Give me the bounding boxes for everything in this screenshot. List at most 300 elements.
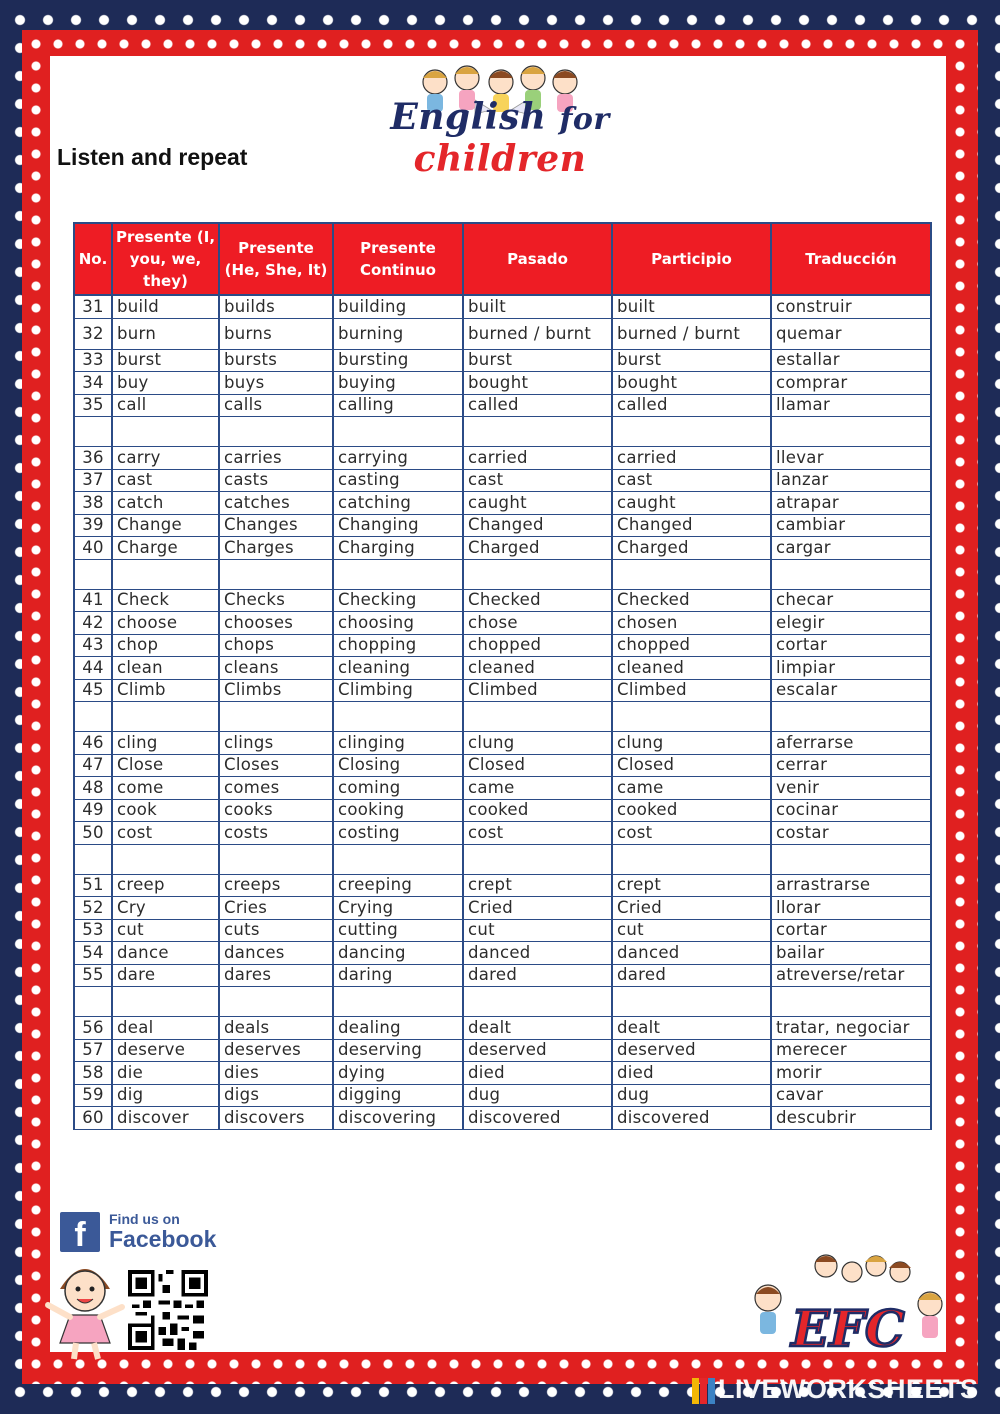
empty-cell — [771, 987, 931, 1017]
empty-cell — [112, 417, 219, 447]
table-cell: atrapar — [771, 492, 931, 515]
verb-number: 32 — [74, 318, 112, 349]
empty-cell — [771, 702, 931, 732]
efc-logo-text: EFC — [791, 1299, 905, 1358]
girl-illustration — [40, 1255, 130, 1365]
table-cell: deserves — [219, 1039, 333, 1062]
empty-cell — [612, 987, 771, 1017]
verb-number: 38 — [74, 492, 112, 515]
verb-number: 59 — [74, 1084, 112, 1107]
empty-cell — [219, 559, 333, 589]
table-cell: Closing — [333, 754, 463, 777]
table-cell: chosen — [612, 612, 771, 635]
table-cell: costs — [219, 822, 333, 845]
empty-cell — [612, 844, 771, 874]
table-row — [74, 372, 931, 395]
table-cell: discovered — [612, 1107, 771, 1130]
table-cell: bailar — [771, 942, 931, 965]
table-cell: died — [612, 1062, 771, 1085]
table-cell: Checking — [333, 589, 463, 612]
table-cell: cavar — [771, 1084, 931, 1107]
table-cell: Cried — [463, 897, 612, 920]
table-row — [74, 492, 931, 515]
table-cell: creeping — [333, 874, 463, 897]
table-cell: chopping — [333, 634, 463, 657]
table-cell: cooks — [219, 799, 333, 822]
table-cell: bursting — [333, 349, 463, 372]
empty-cell — [74, 559, 112, 589]
verb-number: 53 — [74, 919, 112, 942]
table-cell: dances — [219, 942, 333, 965]
verbs-table — [73, 222, 932, 1130]
efc-logo — [748, 1250, 948, 1358]
empty-cell — [612, 417, 771, 447]
verb-number: 58 — [74, 1062, 112, 1085]
table-cell: chops — [219, 634, 333, 657]
table-cell: cleans — [219, 657, 333, 680]
table-cell: burned / burnt — [463, 318, 612, 349]
table-cell: elegir — [771, 612, 931, 635]
table-cell: lanzar — [771, 469, 931, 492]
table-cell: chooses — [219, 612, 333, 635]
table-cell: llamar — [771, 394, 931, 417]
table-cell: discovering — [333, 1107, 463, 1130]
table-cell: estallar — [771, 349, 931, 372]
column-header: Pasado — [463, 223, 612, 295]
table-cell: limpiar — [771, 657, 931, 680]
verb-number: 41 — [74, 589, 112, 612]
table-cell: costar — [771, 822, 931, 845]
table-cell: arrastrarse — [771, 874, 931, 897]
table-cell: Cried — [612, 897, 771, 920]
table-cell: Changes — [219, 514, 333, 537]
table-row — [74, 657, 931, 680]
table-cell: cut — [463, 919, 612, 942]
table-cell: dealt — [612, 1017, 771, 1040]
table-cell: casts — [219, 469, 333, 492]
table-cell: caught — [463, 492, 612, 515]
table-cell: comprar — [771, 372, 931, 395]
table-cell: dealing — [333, 1017, 463, 1040]
table-row — [74, 514, 931, 537]
empty-cell — [112, 987, 219, 1017]
table-cell: bursts — [219, 349, 333, 372]
table-cell: calling — [333, 394, 463, 417]
empty-cell — [333, 844, 463, 874]
table-cell: Changed — [463, 514, 612, 537]
table-row — [74, 469, 931, 492]
table-cell: carries — [219, 447, 333, 470]
table-cell: burst — [463, 349, 612, 372]
table-row — [74, 394, 931, 417]
table-cell: deals — [219, 1017, 333, 1040]
table-cell: Climbed — [612, 679, 771, 702]
table-cell: digging — [333, 1084, 463, 1107]
empty-cell — [333, 987, 463, 1017]
facebook-icon: f — [60, 1212, 100, 1252]
verb-number: 37 — [74, 469, 112, 492]
logo-word-for: for — [559, 102, 610, 137]
verb-number: 48 — [74, 777, 112, 800]
verbs-table-container — [73, 222, 930, 1130]
table-cell: came — [463, 777, 612, 800]
verb-number: 56 — [74, 1017, 112, 1040]
table-cell: Charges — [219, 537, 333, 560]
table-cell: buying — [333, 372, 463, 395]
empty-cell — [219, 987, 333, 1017]
table-row — [74, 634, 931, 657]
table-cell: Charging — [333, 537, 463, 560]
table-cell: digs — [219, 1084, 333, 1107]
table-cell: comes — [219, 777, 333, 800]
table-cell: burned / burnt — [612, 318, 771, 349]
site-logo-title — [310, 96, 690, 180]
table-row — [74, 1039, 931, 1062]
empty-cell — [333, 417, 463, 447]
table-cell: calls — [219, 394, 333, 417]
table-cell: cortar — [771, 634, 931, 657]
table-cell: cambiar — [771, 514, 931, 537]
verb-number: 42 — [74, 612, 112, 635]
table-cell: cargar — [771, 537, 931, 560]
table-cell: come — [112, 777, 219, 800]
table-cell: danced — [612, 942, 771, 965]
table-cell: Charge — [112, 537, 219, 560]
table-cell: Closes — [219, 754, 333, 777]
table-cell: Cry — [112, 897, 219, 920]
verb-number: 52 — [74, 897, 112, 920]
table-cell: creep — [112, 874, 219, 897]
table-cell: cast — [112, 469, 219, 492]
table-cell: deserved — [612, 1039, 771, 1062]
table-cell: Checked — [612, 589, 771, 612]
table-cell: deserved — [463, 1039, 612, 1062]
table-cell: bought — [463, 372, 612, 395]
verb-number: 31 — [74, 295, 112, 318]
spacer-row — [74, 987, 931, 1017]
table-cell: dared — [463, 964, 612, 987]
table-cell: costing — [333, 822, 463, 845]
table-cell: cut — [612, 919, 771, 942]
table-cell: quemar — [771, 318, 931, 349]
table-cell: dug — [463, 1084, 612, 1107]
table-cell: aferrarse — [771, 732, 931, 755]
table-row — [74, 447, 931, 470]
column-header: Participio — [612, 223, 771, 295]
table-cell: built — [612, 295, 771, 318]
empty-cell — [463, 559, 612, 589]
table-cell: danced — [463, 942, 612, 965]
verb-number: 54 — [74, 942, 112, 965]
table-cell: Charged — [612, 537, 771, 560]
table-cell: buys — [219, 372, 333, 395]
table-cell: dare — [112, 964, 219, 987]
table-cell: crept — [463, 874, 612, 897]
table-cell: dared — [612, 964, 771, 987]
table-cell: Climbed — [463, 679, 612, 702]
verb-number: 35 — [74, 394, 112, 417]
empty-cell — [463, 844, 612, 874]
empty-cell — [74, 987, 112, 1017]
table-cell: carried — [612, 447, 771, 470]
instruction-heading: Listen and repeat — [57, 144, 248, 170]
table-row — [74, 1062, 931, 1085]
table-cell: caught — [612, 492, 771, 515]
verb-number: 57 — [74, 1039, 112, 1062]
logo-word-children: children — [413, 138, 587, 180]
empty-cell — [612, 702, 771, 732]
table-cell: deserve — [112, 1039, 219, 1062]
table-cell: descubrir — [771, 1107, 931, 1130]
table-cell: construir — [771, 295, 931, 318]
table-row — [74, 919, 931, 942]
table-cell: tratar, negociar — [771, 1017, 931, 1040]
table-cell: cleaned — [612, 657, 771, 680]
table-cell: clung — [463, 732, 612, 755]
table-cell: deserving — [333, 1039, 463, 1062]
spacer-row — [74, 844, 931, 874]
table-cell: Change — [112, 514, 219, 537]
empty-cell — [612, 559, 771, 589]
table-cell: dares — [219, 964, 333, 987]
table-cell: Closed — [463, 754, 612, 777]
empty-cell — [333, 702, 463, 732]
table-cell: atreverse/retar — [771, 964, 931, 987]
table-header — [74, 223, 931, 295]
table-cell: cost — [463, 822, 612, 845]
table-cell: escalar — [771, 679, 931, 702]
table-cell: Checks — [219, 589, 333, 612]
table-cell: llevar — [771, 447, 931, 470]
qr-code[interactable] — [128, 1270, 208, 1350]
table-row — [74, 589, 931, 612]
table-row — [74, 537, 931, 560]
empty-cell — [112, 559, 219, 589]
table-cell: buy — [112, 372, 219, 395]
table-cell: chopped — [463, 634, 612, 657]
table-cell: cooked — [612, 799, 771, 822]
table-row — [74, 874, 931, 897]
table-cell: came — [612, 777, 771, 800]
table-cell: catches — [219, 492, 333, 515]
spacer-row — [74, 417, 931, 447]
table-row — [74, 679, 931, 702]
table-cell: Checked — [463, 589, 612, 612]
table-cell: dancing — [333, 942, 463, 965]
table-cell: building — [333, 295, 463, 318]
verb-number: 39 — [74, 514, 112, 537]
empty-cell — [74, 417, 112, 447]
table-cell: discovers — [219, 1107, 333, 1130]
verb-number: 40 — [74, 537, 112, 560]
table-cell: cook — [112, 799, 219, 822]
column-header: Presente Continuo — [333, 223, 463, 295]
empty-cell — [219, 844, 333, 874]
empty-cell — [74, 844, 112, 874]
table-row — [74, 1084, 931, 1107]
table-cell: cooking — [333, 799, 463, 822]
verb-number: 43 — [74, 634, 112, 657]
verb-number: 33 — [74, 349, 112, 372]
table-cell: called — [612, 394, 771, 417]
table-row — [74, 1017, 931, 1040]
table-row — [74, 1107, 931, 1130]
column-header: Traducción — [771, 223, 931, 295]
table-cell: Changing — [333, 514, 463, 537]
table-cell: Close — [112, 754, 219, 777]
table-cell: cooked — [463, 799, 612, 822]
empty-cell — [463, 702, 612, 732]
table-cell: Climbs — [219, 679, 333, 702]
table-cell: dies — [219, 1062, 333, 1085]
table-cell: cortar — [771, 919, 931, 942]
table-cell: burst — [612, 349, 771, 372]
empty-cell — [219, 417, 333, 447]
empty-cell — [771, 844, 931, 874]
table-cell: chop — [112, 634, 219, 657]
verb-number: 60 — [74, 1107, 112, 1130]
table-body — [74, 295, 931, 1129]
table-cell: dealt — [463, 1017, 612, 1040]
table-cell: catching — [333, 492, 463, 515]
table-cell: merecer — [771, 1039, 931, 1062]
table-cell: deal — [112, 1017, 219, 1040]
table-cell: llorar — [771, 897, 931, 920]
table-cell: cast — [463, 469, 612, 492]
verb-number: 49 — [74, 799, 112, 822]
table-cell: cleaning — [333, 657, 463, 680]
table-cell: chose — [463, 612, 612, 635]
table-cell: coming — [333, 777, 463, 800]
facebook-badge[interactable] — [60, 1210, 230, 1258]
table-header-row — [74, 223, 931, 295]
column-header: No. — [74, 223, 112, 295]
table-row — [74, 897, 931, 920]
column-header: Presente (He, She, It) — [219, 223, 333, 295]
table-cell: dug — [612, 1084, 771, 1107]
empty-cell — [771, 417, 931, 447]
verb-number: 51 — [74, 874, 112, 897]
table-cell: burns — [219, 318, 333, 349]
empty-cell — [771, 559, 931, 589]
table-cell: Cries — [219, 897, 333, 920]
logo-word-english: English — [390, 96, 547, 138]
table-cell: Closed — [612, 754, 771, 777]
table-cell: clinging — [333, 732, 463, 755]
verb-number: 55 — [74, 964, 112, 987]
table-cell: dig — [112, 1084, 219, 1107]
table-cell: Climbing — [333, 679, 463, 702]
table-cell: cling — [112, 732, 219, 755]
empty-cell — [219, 702, 333, 732]
table-cell: clean — [112, 657, 219, 680]
verb-number: 34 — [74, 372, 112, 395]
table-cell: called — [463, 394, 612, 417]
table-cell: morir — [771, 1062, 931, 1085]
table-cell: clung — [612, 732, 771, 755]
table-cell: catch — [112, 492, 219, 515]
verb-number: 50 — [74, 822, 112, 845]
table-row — [74, 964, 931, 987]
table-cell: cut — [112, 919, 219, 942]
table-cell: Check — [112, 589, 219, 612]
table-cell: die — [112, 1062, 219, 1085]
table-cell: daring — [333, 964, 463, 987]
liveworksheets-icon — [692, 1378, 716, 1404]
table-cell: cerrar — [771, 754, 931, 777]
table-row — [74, 318, 931, 349]
empty-cell — [333, 559, 463, 589]
table-row — [74, 799, 931, 822]
table-cell: Charged — [463, 537, 612, 560]
table-cell: burst — [112, 349, 219, 372]
table-cell: choose — [112, 612, 219, 635]
table-cell: bought — [612, 372, 771, 395]
table-cell: checar — [771, 589, 931, 612]
empty-cell — [463, 417, 612, 447]
table-cell: burning — [333, 318, 463, 349]
verb-number: 45 — [74, 679, 112, 702]
table-row — [74, 732, 931, 755]
empty-cell — [112, 844, 219, 874]
facebook-find-text: Find us on — [109, 1211, 180, 1227]
verb-number: 44 — [74, 657, 112, 680]
table-cell: Changed — [612, 514, 771, 537]
column-header: Presente (I, you, we, they) — [112, 223, 219, 295]
table-row — [74, 612, 931, 635]
table-cell: burn — [112, 318, 219, 349]
empty-cell — [74, 702, 112, 732]
table-cell: venir — [771, 777, 931, 800]
table-row — [74, 754, 931, 777]
empty-cell — [463, 987, 612, 1017]
spacer-row — [74, 702, 931, 732]
facebook-label: Facebook — [109, 1226, 217, 1252]
table-cell: call — [112, 394, 219, 417]
table-cell: discovered — [463, 1107, 612, 1130]
liveworksheets-watermark: LIVEWORKSHEETS — [718, 1374, 979, 1404]
table-cell: Crying — [333, 897, 463, 920]
table-cell: cocinar — [771, 799, 931, 822]
table-cell: died — [463, 1062, 612, 1085]
table-cell: dance — [112, 942, 219, 965]
table-cell: carry — [112, 447, 219, 470]
table-cell: discover — [112, 1107, 219, 1130]
table-cell: cost — [112, 822, 219, 845]
table-row — [74, 777, 931, 800]
empty-cell — [112, 702, 219, 732]
spacer-row — [74, 559, 931, 589]
table-cell: cost — [612, 822, 771, 845]
table-cell: cuts — [219, 919, 333, 942]
verb-number: 47 — [74, 754, 112, 777]
table-cell: cutting — [333, 919, 463, 942]
table-cell: cast — [612, 469, 771, 492]
verb-number: 36 — [74, 447, 112, 470]
table-cell: built — [463, 295, 612, 318]
table-cell: chopped — [612, 634, 771, 657]
table-row — [74, 822, 931, 845]
table-cell: clings — [219, 732, 333, 755]
table-cell: casting — [333, 469, 463, 492]
table-row — [74, 295, 931, 318]
table-cell: choosing — [333, 612, 463, 635]
table-row — [74, 349, 931, 372]
table-row — [74, 942, 931, 965]
table-cell: builds — [219, 295, 333, 318]
table-cell: crept — [612, 874, 771, 897]
table-cell: cleaned — [463, 657, 612, 680]
